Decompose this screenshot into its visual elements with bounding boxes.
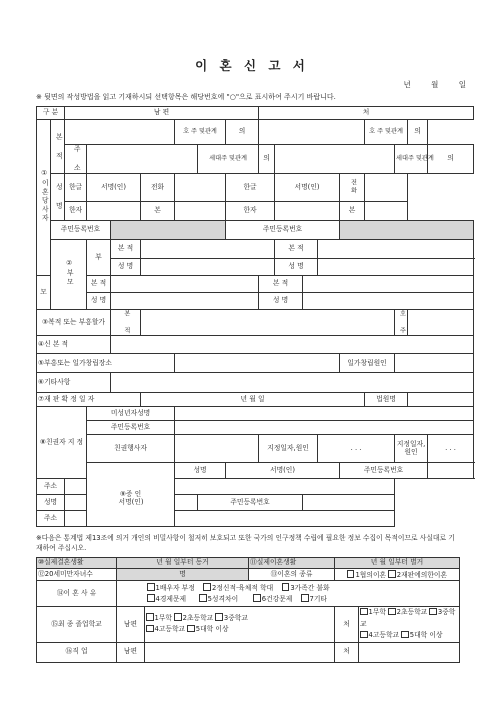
witness2-address-label: 주소 xyxy=(37,511,65,527)
edu-option[interactable]: 3중학교 xyxy=(215,614,248,622)
reason-option[interactable]: 1배우자 부정 xyxy=(147,584,195,592)
edu-option[interactable]: 2초등학교 xyxy=(388,608,427,616)
husband-hoju-label: 호 주 및관계 xyxy=(175,120,226,145)
wife-rrn-label: 주민등록번호 xyxy=(226,221,340,240)
mother-wife-name-label: 성 명 xyxy=(259,293,303,310)
father-wife-name-field[interactable] xyxy=(318,259,474,276)
checkbox-icon xyxy=(301,594,309,602)
new-bonjeok-label: ④신 본 적 xyxy=(37,336,111,354)
minor-rrn-field[interactable] xyxy=(175,421,474,435)
husband-bon-field[interactable] xyxy=(175,202,226,221)
edu-option[interactable]: 1무학 xyxy=(360,608,386,616)
checkbox-icon xyxy=(347,570,355,578)
wife-phone-field[interactable] xyxy=(365,174,408,202)
submission-date[interactable]: 년 월 일 xyxy=(403,80,466,89)
actual-divorce-field[interactable]: 년 월 일부터 별거 xyxy=(335,558,460,569)
checkbox-icon xyxy=(146,613,154,621)
husband-sign-field[interactable]: 서명(인) xyxy=(87,174,141,202)
wife-phone-label: 전화 xyxy=(340,174,365,202)
edu-option[interactable]: 5대학 이상 xyxy=(401,631,442,639)
father-husband-honjeok-field[interactable] xyxy=(141,240,275,259)
header-wife: 처 xyxy=(259,107,474,120)
mother-label: 모 xyxy=(37,276,51,310)
job-wife-field[interactable] xyxy=(359,642,460,662)
husband-phone-field[interactable] xyxy=(175,174,226,202)
wife-household-field[interactable]: 의 xyxy=(428,145,474,174)
father-husband-honjeok-label: 본 적 xyxy=(111,240,141,259)
party-section-label: ①이혼당사자 xyxy=(37,120,51,276)
witness1-name-label: 성명 xyxy=(175,463,226,479)
checkbox-icon xyxy=(203,583,211,591)
checkbox-icon xyxy=(388,570,396,578)
witness1-rrn-label: 주민등록번호 xyxy=(340,463,428,479)
husband-honjeok-field[interactable] xyxy=(65,120,175,145)
checkbox-icon xyxy=(215,613,223,621)
father-wife-name-label: 성 명 xyxy=(275,259,318,276)
custody-holder-label: 친권행사자 xyxy=(87,435,175,463)
husband-rrn-field[interactable] xyxy=(111,221,226,240)
new-household-label: ⑤부흥또는 일가창립장소 xyxy=(37,354,175,373)
mother-husband-honjeok-field[interactable] xyxy=(111,276,259,293)
husband-rrn-label: 주민등록번호 xyxy=(51,221,111,240)
court-label: 법원명 xyxy=(365,393,408,407)
education-wife-label: 처 xyxy=(335,607,359,643)
husband-address-field[interactable] xyxy=(87,145,198,174)
wife-bon-field[interactable] xyxy=(365,202,408,221)
minor-children-label: ⑫20세미만자녀수 xyxy=(37,569,117,581)
husband-household-label: 세대주 및관계 xyxy=(198,145,259,174)
husband-phone-label: 전화 xyxy=(141,174,175,202)
wife-hanja-label: 한자 xyxy=(226,202,275,221)
checkbox-icon xyxy=(146,625,154,633)
edu-option[interactable]: 3중학교 xyxy=(360,608,456,628)
mother-husband-honjeok-label: 본 적 xyxy=(87,276,111,293)
reinstatement-hoju-label: 호 주 xyxy=(395,310,408,336)
name-label: 성 명 xyxy=(51,174,65,221)
reason-option[interactable]: 7기타 xyxy=(301,595,327,603)
wife-household-label: 세대주 및관계 xyxy=(395,145,428,174)
wife-hoju-field[interactable]: 의 xyxy=(408,120,428,145)
address-label: 주 소 xyxy=(65,145,87,174)
husband-household-field[interactable]: 의 xyxy=(259,145,275,174)
mother-husband-name-field[interactable] xyxy=(111,293,259,310)
checkbox-icon xyxy=(147,594,155,602)
husband-hoju-field[interactable]: 의 xyxy=(226,120,259,145)
reinstatement-bonjeok-label: 본 적 xyxy=(111,310,141,336)
father-husband-name-label: 성 명 xyxy=(111,259,141,276)
minor-rrn-label: 주민등록번호 xyxy=(87,421,175,435)
reason-option[interactable]: 4경제문제 xyxy=(147,595,186,603)
honjeok-label: 본 적 xyxy=(51,120,65,174)
actual-marriage-label: ⑩실제결혼생활 xyxy=(37,558,117,569)
header-husband: 남 편 xyxy=(65,107,259,120)
other-field[interactable] xyxy=(111,373,474,393)
husband-hanja-label: 한자 xyxy=(65,202,87,221)
husband-bon-label: 본 xyxy=(141,202,175,221)
job-male-label: 남편 xyxy=(117,642,145,662)
father-wife-honjeok-label: 본 적 xyxy=(275,240,318,259)
reason-option[interactable]: 3가족간 불화 xyxy=(282,584,330,592)
reason-option[interactable]: 5성격차이 xyxy=(199,595,238,603)
statistics-notice: ※다음은 통계법 제13조에 의거 개인의 비밀사항이 철저히 보호되고 또한 국가의 인구정책 수립에 필요한 정보 수집이 목적이므로 사실대로 기재하여 주십시오. xyxy=(36,534,455,552)
mother-wife-honjeok-label: 본 적 xyxy=(259,276,303,293)
witness2-sign-field[interactable]: 서명(인) xyxy=(65,495,198,511)
education-label: ⑮최 종 졸업학교 xyxy=(37,607,117,643)
father-label: 부 xyxy=(87,240,111,276)
instruction-notice: ※ 뒷면의 작성방법을 읽고 기재하시되 선택항목은 해당번호에 "○"으로 표시하여 주시기 바랍니다. xyxy=(36,93,336,101)
edu-option[interactable]: 4고등학교 xyxy=(360,631,399,639)
mother-wife-honjeok-field[interactable] xyxy=(303,276,474,293)
custody-date-label-2: 지정일자,원인 xyxy=(395,435,428,463)
father-husband-name-field[interactable] xyxy=(141,259,275,276)
new-household-reason-field[interactable] xyxy=(395,354,474,373)
parents-section-label: ②부모 xyxy=(51,240,87,310)
education-male-options xyxy=(145,607,335,643)
checkbox-icon xyxy=(282,583,290,591)
wife-hanja-field[interactable] xyxy=(275,202,340,221)
checkbox-icon xyxy=(253,594,261,602)
reinstatement-hoju-field[interactable] xyxy=(408,310,474,336)
witness1-address-label: 주소 xyxy=(37,479,65,495)
divorce-type-option[interactable]: 2재판에의한이혼 xyxy=(388,571,447,579)
other-label: ⑥기타사항 xyxy=(37,373,111,393)
witness2-rrn-label: 주민등록번호 xyxy=(198,495,303,511)
edu-option[interactable]: 1무학 xyxy=(146,614,172,622)
job-label: ⑯직 업 xyxy=(37,642,117,662)
wife-address-field[interactable] xyxy=(275,145,395,174)
wife-honjeok-field[interactable] xyxy=(259,120,365,145)
new-household-field[interactable] xyxy=(175,354,340,373)
edu-option[interactable]: 5대학 이상 xyxy=(187,625,228,633)
witness1-rrn-field[interactable] xyxy=(428,463,474,479)
wife-bon-label: 본 xyxy=(340,202,365,221)
checkbox-icon xyxy=(360,608,368,616)
wife-hoju-label: 호 주 및관계 xyxy=(365,120,408,145)
reinstatement-label: ③복적 또는 부흥할가 xyxy=(37,310,111,336)
checkbox-icon xyxy=(360,631,368,639)
minor-children-field[interactable]: 명 xyxy=(117,569,249,581)
divorce-reason-label: ⑭이 혼 사 유 xyxy=(37,581,117,607)
job-male-field[interactable] xyxy=(145,642,335,662)
divorce-type-options xyxy=(335,569,460,581)
judgment-label: ⑦재 판 확 정 일 자 xyxy=(37,393,141,407)
divorce-reason-options xyxy=(117,581,460,607)
checkbox-icon xyxy=(174,613,182,621)
checkbox-icon xyxy=(429,608,437,616)
court-field[interactable] xyxy=(408,393,474,407)
custody-date-label: 지정일자,원인 xyxy=(259,435,318,463)
wife-hangul-label: 한글 xyxy=(226,174,275,202)
actual-marriage-field[interactable]: 년 월 일부터 동거 xyxy=(117,558,249,569)
checkbox-icon xyxy=(199,594,207,602)
witness2-name-label: 성명 xyxy=(37,495,65,511)
edu-option[interactable]: 4고등학교 xyxy=(146,625,185,633)
custody-holder-field[interactable] xyxy=(175,435,259,463)
divorce-type-option[interactable]: 1협의이혼 xyxy=(347,571,386,579)
father-wife-honjeok-field[interactable] xyxy=(318,240,474,259)
mother-husband-name-label: 성 명 xyxy=(87,293,111,310)
custody-date-field[interactable]: . . . xyxy=(318,435,395,463)
new-household-reason-label: 일가창립원인 xyxy=(340,354,395,373)
divorce-type-label: ⑬이혼의 종류 xyxy=(249,569,335,581)
checkbox-icon xyxy=(187,625,195,633)
judgment-date-field[interactable]: 년 월 일 xyxy=(141,393,365,407)
wife-rrn-field[interactable] xyxy=(340,221,474,240)
actual-divorce-label: ⑪실제이혼생활 xyxy=(249,558,335,569)
custody-date-field-2[interactable]: . . . xyxy=(428,435,474,463)
edu-option[interactable]: 2초등학교 xyxy=(174,614,213,622)
reason-option[interactable]: 6건강문제 xyxy=(253,595,292,603)
education-wife-options xyxy=(359,607,460,643)
witness1-sign-field[interactable]: 서명(인) xyxy=(226,463,340,479)
reason-option[interactable]: 2정신적·육체적 학대 xyxy=(203,584,273,592)
witness-label: ⑨증 인 xyxy=(87,463,175,527)
statistics-table xyxy=(36,557,460,663)
reinstatement-bonjeok-field[interactable] xyxy=(141,310,395,336)
minor-name-label: 미성년자성명 xyxy=(87,407,175,421)
custody-label: ⑧친권자 지 정 xyxy=(37,407,87,479)
husband-hanja-field[interactable] xyxy=(87,202,141,221)
header-division: 구 분 xyxy=(37,107,65,120)
witness2-address-field[interactable] xyxy=(65,511,395,527)
checkbox-icon xyxy=(388,608,396,616)
divorce-report-form xyxy=(36,106,474,527)
checkbox-icon xyxy=(147,583,155,591)
new-bonjeok-field[interactable] xyxy=(111,336,474,354)
job-wife-label: 처 xyxy=(335,642,359,662)
education-male-label: 남편 xyxy=(117,607,145,643)
husband-hangul-label: 한글 xyxy=(65,174,87,202)
form-title: 이 혼 신 고 서 xyxy=(195,58,309,73)
witness2-rrn-field[interactable] xyxy=(303,495,395,511)
checkbox-icon xyxy=(401,631,409,639)
witness1-address-field[interactable] xyxy=(65,479,395,495)
wife-sign-field[interactable]: 서명(인) xyxy=(275,174,340,202)
minor-name-field[interactable] xyxy=(175,407,474,421)
mother-wife-name-field[interactable] xyxy=(303,293,474,310)
